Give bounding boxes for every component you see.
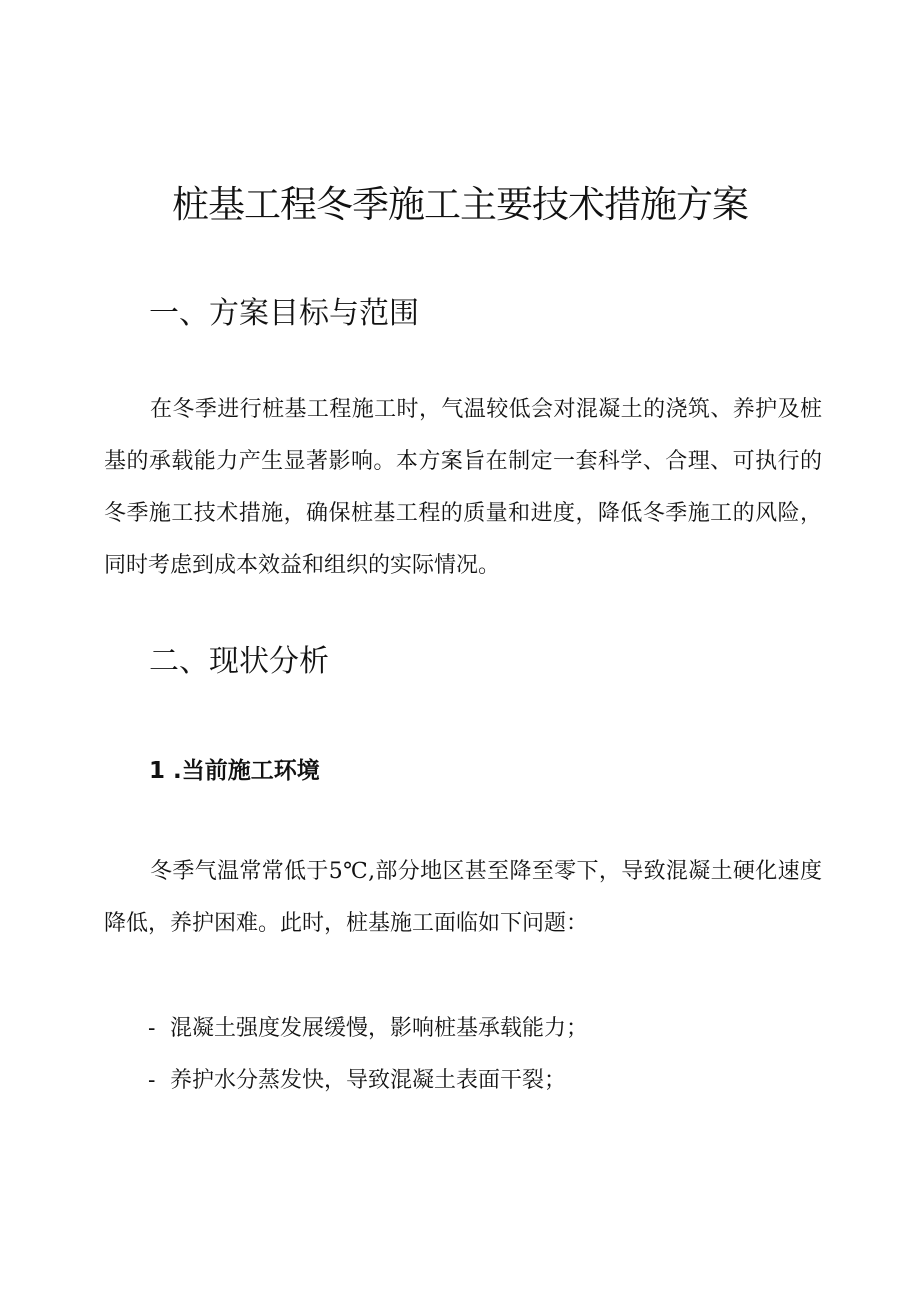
list-item	[148, 1003, 588, 1055]
document-title: 桩基工程冬季施工主要技术措施方案	[172, 183, 748, 226]
list-item-text: 混凝土强度发展缓慢，影响桩基承载能力；	[170, 1016, 589, 1041]
list-item-text: 养护水分蒸发快，导致混凝土表面干裂；	[170, 1068, 567, 1093]
list-dash-marker: -	[148, 1016, 156, 1041]
section-paragraph-scope: 在冬季进行桩基工程施工时，气温较低会对混凝土的浇筑、养护及桩基的承载能力产生显著影响。本方案旨在制定一套科学、合理、可执行的冬季施工技术措施，确保桩基工程的质量和进度，降低冬季施工的风险，同时考虑到成本效益和组织的实际情况。	[104, 397, 822, 578]
list-dash-marker: -	[148, 1068, 156, 1093]
subsection-heading-environment: 1 .当前施工环境	[149, 758, 320, 784]
subsection-paragraph-environment: 冬季气温常常低于5℃,部分地区甚至降至零下，导致混凝土硬化速度降低，养护困难。此时，桩基施工面临如下问题：	[104, 859, 822, 936]
issue-list	[148, 1003, 588, 1107]
list-item	[148, 1055, 588, 1107]
section-heading-scope: 一、方案目标与范围	[149, 296, 419, 331]
section-heading-analysis: 二、现状分析	[149, 644, 329, 679]
